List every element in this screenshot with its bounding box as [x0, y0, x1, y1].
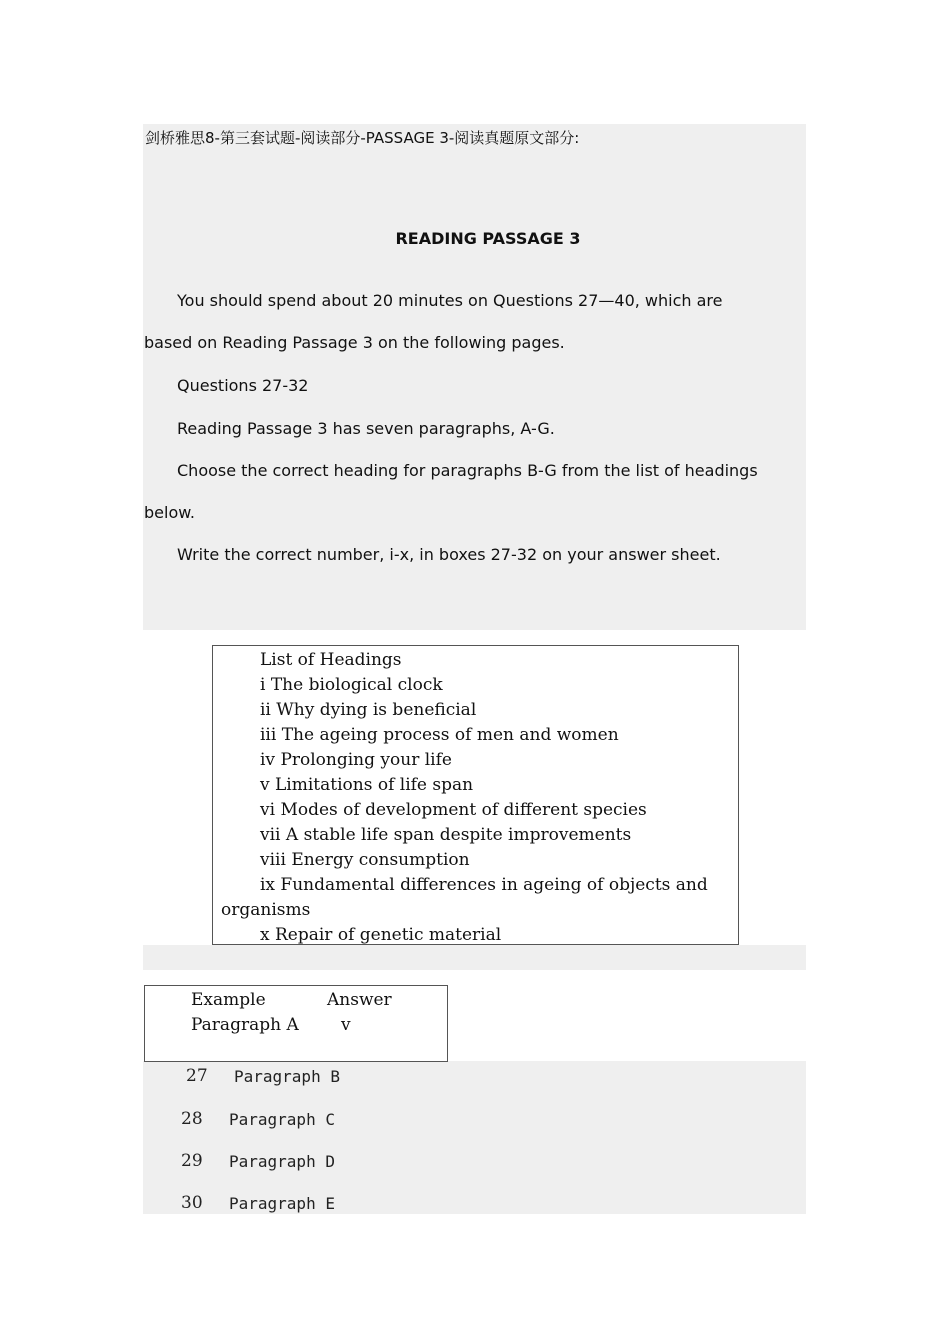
question-label: Paragraph D [229, 1152, 335, 1171]
paragraphs-note: Reading Passage 3 has seven paragraphs, A-G. [177, 419, 555, 438]
heading-item: v Limitations of life span [260, 775, 474, 795]
heading-item: vii A stable life span despite improvements [260, 825, 632, 845]
heading-item: iv Prolonging your life [260, 750, 452, 770]
instruction-line-1: You should spend about 20 minutes on Questions 27—40, which are [177, 291, 723, 310]
example-box [144, 985, 448, 1062]
questions-range: Questions 27-32 [177, 376, 309, 395]
heading-item: viii Energy consumption [260, 850, 470, 870]
heading-item: ix Fundamental differences in ageing of objects and [260, 875, 708, 895]
question-label: Paragraph B [234, 1067, 340, 1086]
question-number: 30 [181, 1193, 203, 1213]
question-label: Paragraph E [229, 1194, 335, 1213]
choose-line-1: Choose the correct heading for paragraphs B-G from the list of headings [177, 461, 758, 480]
passage-heading: READING PASSAGE 3 [395, 229, 581, 248]
heading-item: ii Why dying is beneficial [260, 700, 477, 720]
document-title: 剑桥雅思8-第三套试题-阅读部分-PASSAGE 3-阅读真题原文部分: [145, 129, 580, 147]
write-line: Write the correct number, i-x, in boxes 27-32 on your answer sheet. [177, 545, 721, 564]
answer-label: Answer [327, 990, 392, 1010]
headings-title: List of Headings [260, 650, 402, 670]
question-number: 28 [181, 1109, 203, 1129]
question-number: 29 [181, 1151, 203, 1171]
example-paragraph: Paragraph A [191, 1015, 299, 1035]
headings-box [212, 645, 739, 945]
instruction-line-2: based on Reading Passage 3 on the following pages. [144, 333, 565, 352]
heading-item: vi Modes of development of different species [260, 800, 647, 820]
spacer-band [143, 945, 806, 970]
example-label: Example [191, 990, 266, 1010]
question-label: Paragraph C [229, 1110, 335, 1129]
heading-item-continued: organisms [221, 900, 311, 920]
heading-item: x Repair of genetic material [260, 925, 502, 945]
question-number: 27 [186, 1066, 208, 1086]
choose-line-2: below. [144, 503, 195, 522]
example-answer: v [341, 1015, 351, 1035]
heading-item: i The biological clock [260, 675, 443, 695]
heading-item: iii The ageing process of men and women [260, 725, 619, 745]
